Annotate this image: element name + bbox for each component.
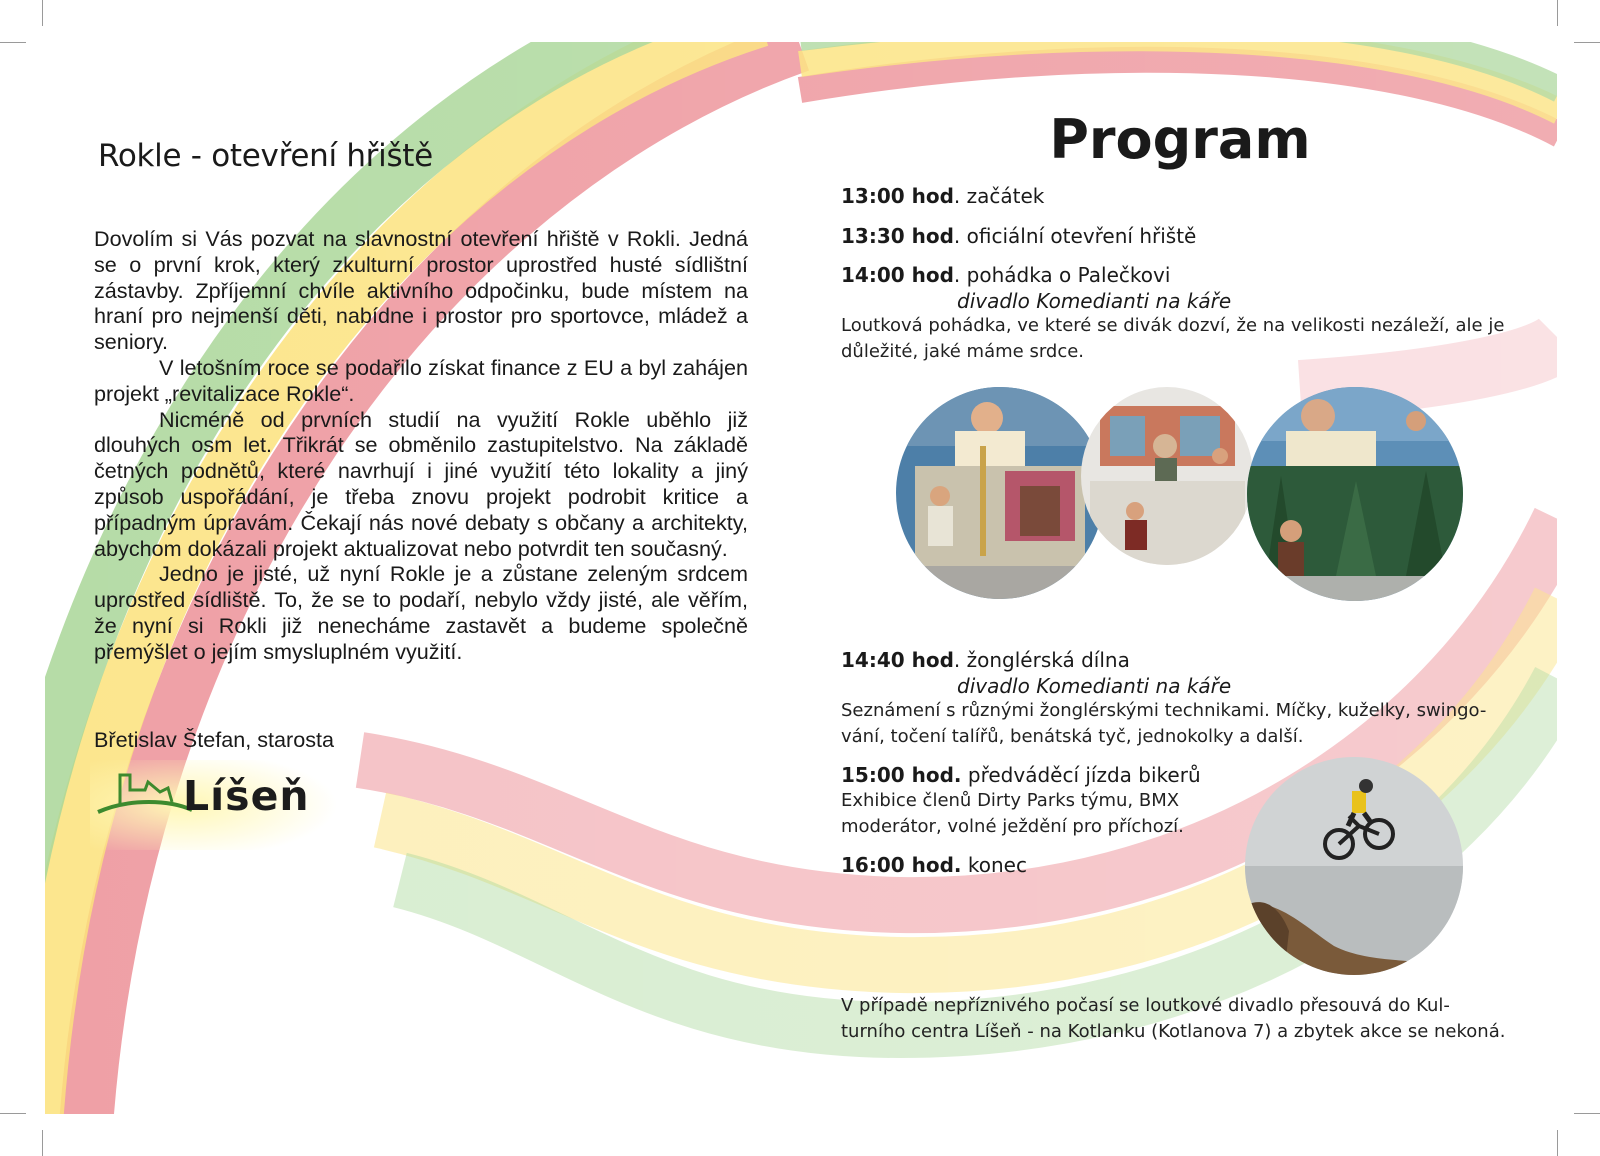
program-sep: . [953, 224, 967, 248]
program-item [841, 224, 1196, 248]
program-description [841, 698, 1486, 749]
program-item [841, 184, 1044, 208]
program-item [841, 648, 1130, 672]
program-item [841, 853, 1027, 877]
description-line: Seznámení s různými žonglérskými technikami. Míčky, kuželky, swingo- [841, 700, 1487, 721]
lisen-logo [90, 760, 350, 850]
weather-note [841, 993, 1505, 1044]
puppet-theatre-photo [895, 386, 1105, 601]
note-line: V případě nepříznivého počasí se loutkové divadlo přesouvá do Kul- [841, 995, 1450, 1016]
paragraph: Jedno je jisté, už nyní Rokle je a zůstane zeleným srdcem uprostřed sídliště. To, že se to podaří, nebylo vždy jisté, ale věřím, že nyní si Rokli již nenecháme zastavět a budeme společně přemýšlet o jejím smysluplném využití. [94, 561, 748, 664]
program-time: 14:00 hod [841, 263, 954, 287]
paragraph: V letošním roce se podařilo získat finance z EU a byl zahájen projekt „revitalizace Rokle“. [94, 354, 748, 406]
program-time: 15:00 hod. [841, 763, 962, 787]
program-sep: . [953, 648, 967, 672]
signature: Břetislav Štefan, starosta [94, 727, 335, 752]
program-time: 13:30 hod [841, 224, 954, 248]
description-line: důležité, jaké máme srdce. [841, 340, 1085, 362]
program-performer: divadlo Komedianti na káře [957, 289, 1232, 313]
description-line: moderátor, volné ježdění pro příchozí. [841, 815, 1184, 837]
invitation-text [94, 226, 748, 665]
program-sep: . [953, 184, 967, 208]
description-line: Exhibice členů Dirty Parks týmu, BMX [841, 790, 1180, 811]
program-label: žonglérská dílna [966, 648, 1130, 672]
paragraph: Nicméně od prvních studií na využití Rokle uběhlo již dlouhých osm let. Třikrát se obměnilo zastupitelstvo. Na základě četných podnětů, které navrhují i jiné využití této lokality a jiný způsob uspořádání, je třeba znovu projekt podrobit kritice a případným úpravám. Čekají nás nové debaty s občany a architekty, abychom dokázali projekt aktualizovat nebo potvrdit ten současný. [94, 406, 748, 561]
program-label: předváděcí jízda bikerů [967, 763, 1201, 787]
program-label: konec [967, 853, 1027, 877]
note-line: turního centra Líšeň - na Kotlanku (Kotlanova 7) a zbytek akce se nekoná. [841, 1020, 1506, 1042]
bmx-jump-photo [1244, 756, 1464, 976]
program-label: pohádka o Palečkovi [966, 263, 1171, 287]
program-label: začátek [966, 184, 1045, 208]
logo-text: Líšeň [183, 772, 310, 820]
program-item [841, 763, 1201, 787]
puppet-forest-photo [1246, 386, 1464, 603]
program-description [841, 313, 1504, 364]
description-line: Loutková pohádka, ve které se divák dozví, že na velikosti nezáleží, ale je [841, 315, 1505, 336]
program-sep: . [953, 263, 967, 287]
program-label: oficiální otevření hřiště [966, 224, 1197, 248]
program-time: 14:40 hod [841, 648, 954, 672]
program-time: 13:00 hod [841, 184, 954, 208]
program-title: Program [1049, 108, 1311, 171]
paragraph: Dovolím si Vás pozvat na slavnostní otevření hřiště v Rokli. Jedná se o první krok, který zkulturní prostor uprostřed husté sídlištní zástavby. Zpříjemní chvíle aktivního odpočinku, bude místem na hraní pro nejmenší děti, nabídne i prostor pro sportovce, mládež a seniory. [94, 226, 748, 355]
puppet-stage-photo [1080, 386, 1255, 566]
page-title: Rokle - otevření hřiště [98, 138, 433, 174]
program-performer: divadlo Komedianti na káře [957, 674, 1232, 698]
description-line: vání, točení talířů, benátská tyč, jednokolky a další. [841, 725, 1304, 747]
program-item [841, 263, 1170, 287]
program-description [841, 788, 1184, 839]
program-time: 16:00 hod. [841, 853, 962, 877]
